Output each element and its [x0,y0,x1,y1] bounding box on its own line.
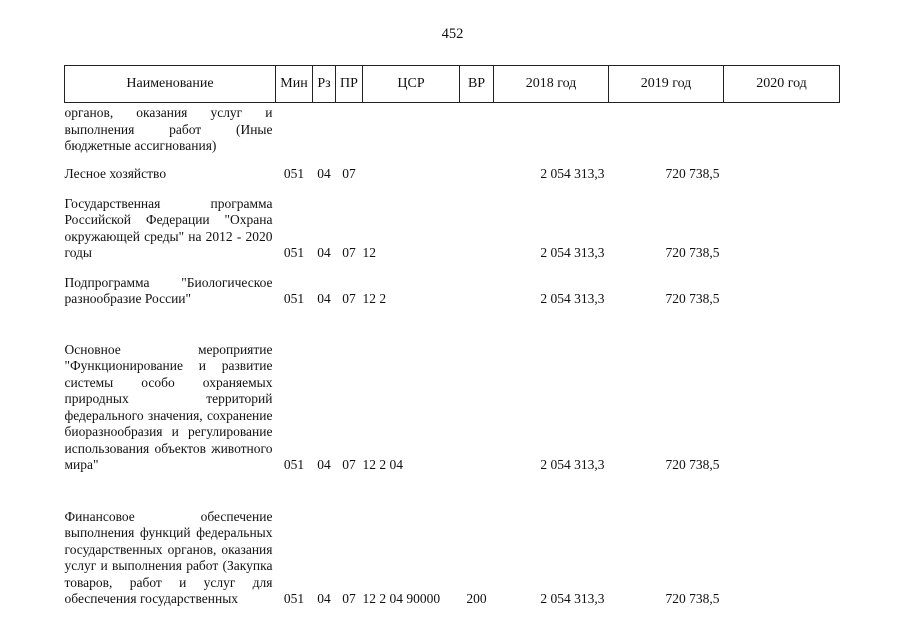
row-csr [363,103,460,155]
table-row [65,308,840,474]
row-vr [460,155,494,183]
row-vr [460,262,494,308]
row-2020 [724,262,840,308]
row-2018 [494,103,609,155]
budget-table [64,65,840,608]
table-row [65,183,840,262]
row-rz: 04 [317,245,331,260]
header-csr: ЦСР [363,66,460,103]
row-vr: 200 [466,591,487,606]
row-2020 [724,474,840,608]
row-2019: 720 738,5 [665,245,720,260]
row-name: Лесное хозяйство [64,166,167,181]
row-rz: 04 [317,591,331,606]
row-rz: 04 [317,457,331,472]
header-name: Наименование [65,66,276,103]
row-csr: 12 [362,245,376,260]
table-row [65,474,840,608]
row-csr: 12 2 04 90000 [362,591,441,606]
row-2018: 2 054 313,3 [540,166,605,181]
row-name: органов, оказания услуг и выполнения работ (Иные бюджетные ассигнования) [64,105,273,153]
row-pr: 07 [342,591,356,606]
row-min [276,103,313,155]
row-pr: 07 [342,166,356,181]
row-vr [460,103,494,155]
row-min: 051 [283,591,305,606]
row-pr: 07 [342,457,356,472]
header-rz: Рз [313,66,336,103]
row-2019 [609,103,724,155]
row-2018: 2 054 313,3 [540,457,605,472]
row-2020 [724,308,840,474]
header-2019: 2019 год [609,66,724,103]
row-min: 051 [283,166,305,181]
row-2019: 720 738,5 [665,591,720,606]
row-rz: 04 [317,291,331,306]
row-2019: 720 738,5 [665,291,720,306]
table-row [65,262,840,308]
page-number: 452 [441,26,464,42]
table-row [65,155,840,183]
row-name: Подпрограмма "Биологическое разнообразие России" [64,274,273,306]
row-name: Финансовое обеспечение выполнения функций федеральных государственных органов, оказания услуг и выполнения работ (Закупка товаров, работ и услуг для обеспечения государственных [64,508,273,606]
header-2018: 2018 год [494,66,609,103]
header-pr: ПР [336,66,363,103]
table-row [65,103,840,155]
row-vr [460,308,494,474]
row-2019: 720 738,5 [665,166,720,181]
row-csr [363,155,460,183]
header-min: Мин [276,66,313,103]
row-2020 [724,183,840,262]
row-min: 051 [283,245,305,260]
budget-table-container [64,65,840,608]
row-rz: 04 [317,166,331,181]
table-header-row [65,66,840,103]
row-name: Основное мероприятие "Функционирование и развитие системы особо охраняемых природных территорий федерального значения, сохранение биоразнообразия и регулирование использования объектов животного мира" [64,341,273,472]
row-pr [336,103,363,155]
row-pr: 07 [342,291,356,306]
row-vr [460,183,494,262]
row-pr: 07 [342,245,356,260]
row-min: 051 [283,291,305,306]
row-csr: 12 2 04 [362,457,403,472]
row-csr: 12 2 [362,291,387,306]
header-2020: 2020 год [724,66,840,103]
row-2018: 2 054 313,3 [540,245,605,260]
row-min: 051 [283,457,305,472]
row-2020 [724,103,840,155]
header-vr: ВР [460,66,494,103]
row-2018: 2 054 313,3 [540,591,605,606]
row-2019: 720 738,5 [665,457,720,472]
row-2020 [724,155,840,183]
row-2018: 2 054 313,3 [540,291,605,306]
row-rz [313,103,336,155]
row-name: Государственная программа Российской Федерации "Охрана окружающей среды" на 2012 - 2020 годы [64,195,273,260]
